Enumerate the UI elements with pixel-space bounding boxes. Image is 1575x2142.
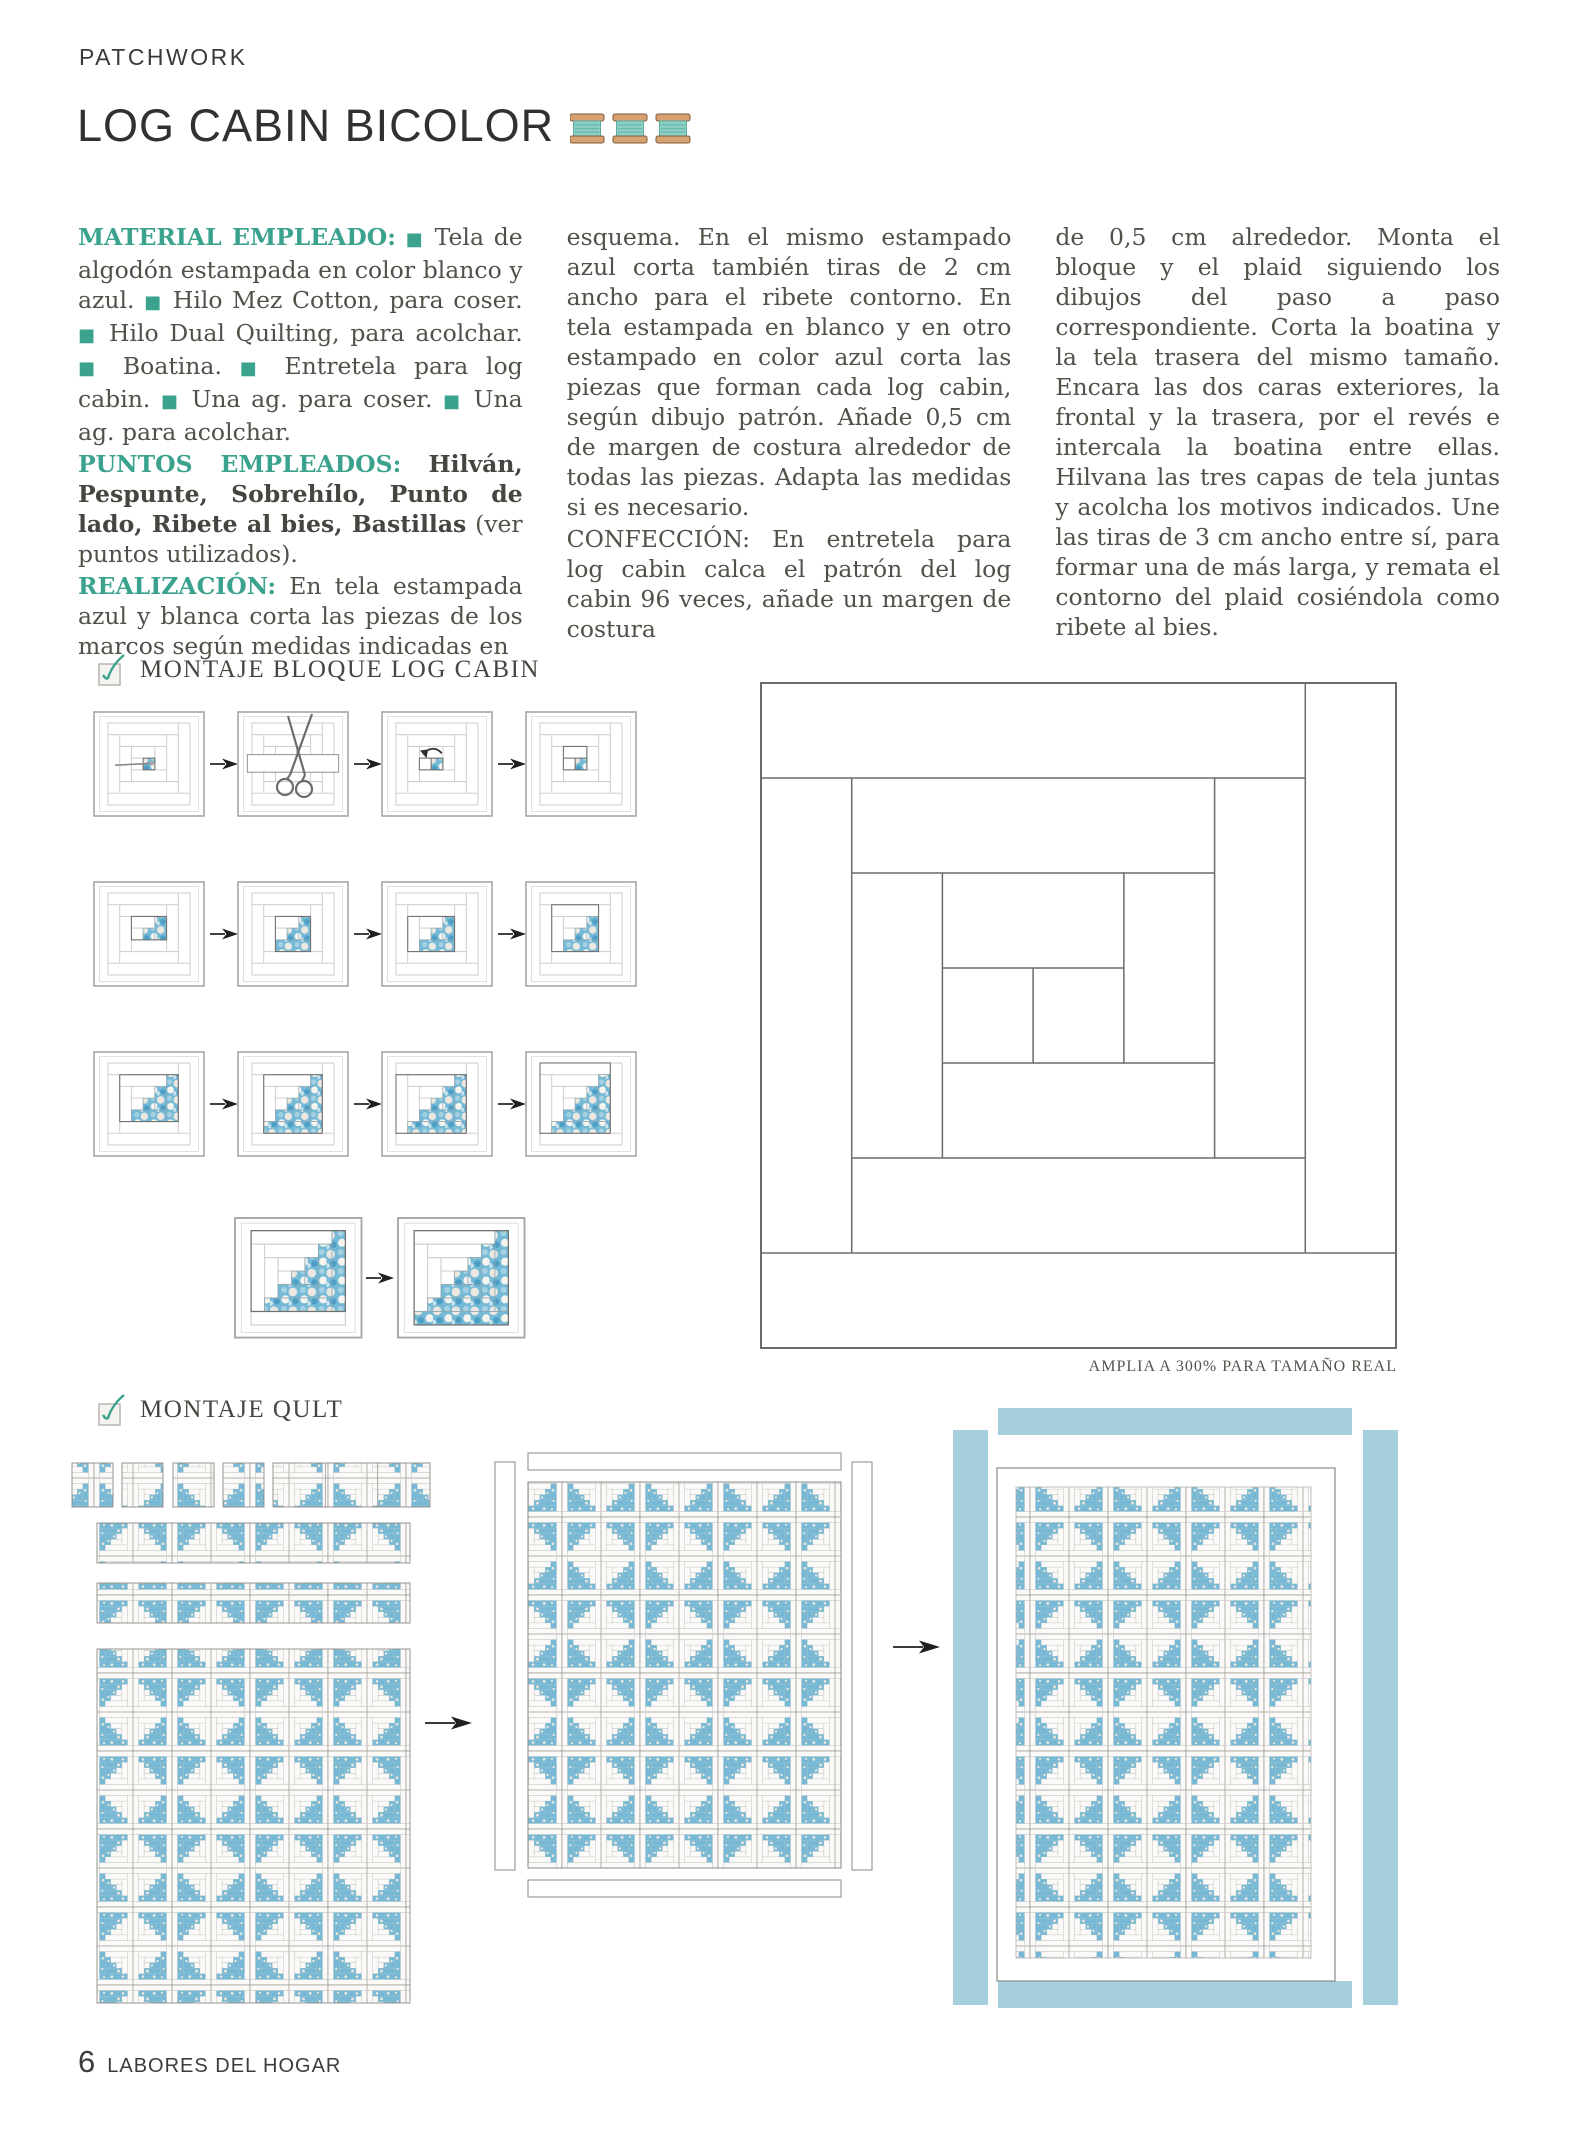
step-1-block [94,712,204,816]
quilt-assembly-heading-label: MONTAJE QULT [140,1396,344,1423]
stitches-note: (ver puntos utilizados). [78,510,523,568]
article-column-2 [567,222,1012,663]
border-strip-left [495,1462,515,1870]
spool-icons [570,113,692,144]
page-footer [78,2044,341,2080]
page-title: LOG CABIN BICOLOR [77,100,555,151]
step-10-block [238,1052,348,1156]
stitches-label: PUNTOS EMPLEADOS: [78,450,402,478]
material-item: Una ag. para coser. [191,385,433,413]
single-blocks-row [72,1463,430,1507]
log-cabin-pattern-diagram [760,682,1397,1349]
quilt-with-borders [495,1453,872,1897]
border-strip-top [528,1453,841,1470]
quilt-with-binding [953,1408,1398,2008]
arrow-right-icon [425,1717,472,1730]
arrow-right-icon [210,759,238,770]
binding-strip-top [998,1408,1352,1435]
arrow-right-icon [210,929,238,940]
border-strip-bottom [528,1880,841,1897]
spool-icon [656,114,690,143]
making-text: En tela estampada azul y blanca corta las piezas de los marcos según medidas indicadas en [78,572,523,660]
bullet-icon: ■ [443,391,464,412]
step-14-block [398,1218,525,1338]
arrow-right-icon [354,1099,382,1110]
block-strip-row [97,1583,410,1623]
log-cabin-block [72,1463,113,1507]
log-cabin-block [173,1463,214,1507]
step-3-block [382,712,492,816]
binding-strip-bottom [998,1981,1352,2008]
bullet-icon: ■ [78,325,99,346]
bullet-icon: ■ [239,358,267,379]
making-label: REALIZACIÓN: [78,572,277,600]
bullet-icon: ■ [78,358,106,379]
magazine-name: LABORES DEL HOGAR [107,2055,342,2077]
block-assembly-heading [96,652,540,688]
arrow-right-icon [210,1099,238,1110]
checkbox-check-icon [96,1392,128,1428]
block-strip-row [97,1523,410,1563]
bullet-icon: ■ [144,292,164,313]
checkbox-check-icon [96,652,128,688]
assembled-block-grid [97,1649,410,2003]
spool-icon [570,114,604,143]
finished-quilt-grid [1016,1487,1311,1958]
column2-paragraph-2: CONFECCIÓN: En entretela para log cabin calca el patrón del log cabin 96 veces, añade un margen de costura [566,525,1012,643]
page-number: 6 [78,2044,96,2079]
step-12-block [526,1052,636,1156]
bullet-icon: ■ [405,229,425,250]
arrow-right-icon [354,759,382,770]
block-assembly-heading-label: MONTAJE BLOQUE LOG CABIN [140,656,540,683]
material-item: Tela de algodón estampada en color blanco y azul. [78,223,523,314]
step-6-block [238,882,348,986]
materials-paragraph [78,222,523,447]
section-kicker: PATCHWORK [79,44,248,70]
stitches-list: Hilván, Pespunte, Sobrehílo, Punto de lado, Ribete al bies, Bastillas [78,450,523,538]
binding-strip-left [953,1430,988,2005]
arrow-right-icon [366,1273,394,1284]
quilt-assembly-heading [96,1392,343,1428]
column2-paragraph-1: esquema. En el mismo estampado azul corta también tiras de 2 cm ancho para el ribete contorno. En tela estampada en blanco y en otro estampado en color azul corta las piezas que forman cada log cabin, según dibujo patrón. Añade 0,5 cm de margen de costura alrededor de todas las piezas. Adapta las medidas si es necesario. [566,223,1012,521]
arrow-right-icon [498,929,526,940]
material-item: Hilo Dual Quilting, para acolchar. [109,319,523,347]
quilt-center-grid [528,1482,841,1868]
article-columns [78,222,1500,663]
materials-label: MATERIAL EMPLEADO: [78,223,396,251]
step-5-block [94,882,204,986]
column3-paragraph: de 0,5 cm alrededor. Monta el bloque y el plaid siguiendo los dibujos del paso a paso correspondiente. Corta la boatina y la tela trasera del mismo tamaño. Encara las dos caras exteriores, la frontal y la trasera, por el revés e intercala la boatina entre ellas. Hilvana las tres capas de tela juntas y acolcha los motivos indicados. Une las tiras de 3 cm ancho entre sí, para formar una de más larga, y remata el contorno del plaid cosiéndola como ribete al bies. [1055,223,1501,641]
arrow-right-icon [354,929,382,940]
material-item: Entretela para log cabin. [78,352,523,413]
quilt-assembly-figure [55,1400,1455,2030]
step-13-block [235,1218,362,1338]
step-4-block [526,712,636,816]
step-9-block [94,1052,204,1156]
article-column-3 [1055,222,1500,663]
title-row [77,100,692,152]
step-11-block [382,1052,492,1156]
bullet-icon: ■ [160,391,182,412]
step-2-block [238,712,348,816]
block-assembly-steps-figure [60,700,720,1365]
material-item: Boatina. [122,352,222,380]
material-item: Hilo Mez Cotton, para coser. [172,286,523,314]
binding-strip-right [1363,1430,1398,2005]
step-7-block [382,882,492,986]
article-column-1 [78,222,523,663]
log-cabin-block [223,1463,264,1507]
material-item: Una ag. para acolchar. [78,385,523,446]
joined-three-blocks [273,1463,430,1507]
arrow-right-icon [498,759,526,770]
log-cabin-block [122,1463,163,1507]
making-paragraph [78,571,523,661]
stitches-paragraph [78,449,523,569]
spool-icon [613,114,647,143]
border-strip-right [852,1462,872,1870]
step-8-block [526,882,636,986]
scale-caption: AMPLIA A 300% PARA TAMAÑO REAL [1088,1358,1397,1375]
arrow-right-icon [893,1641,940,1654]
arrow-right-icon [498,1099,526,1110]
